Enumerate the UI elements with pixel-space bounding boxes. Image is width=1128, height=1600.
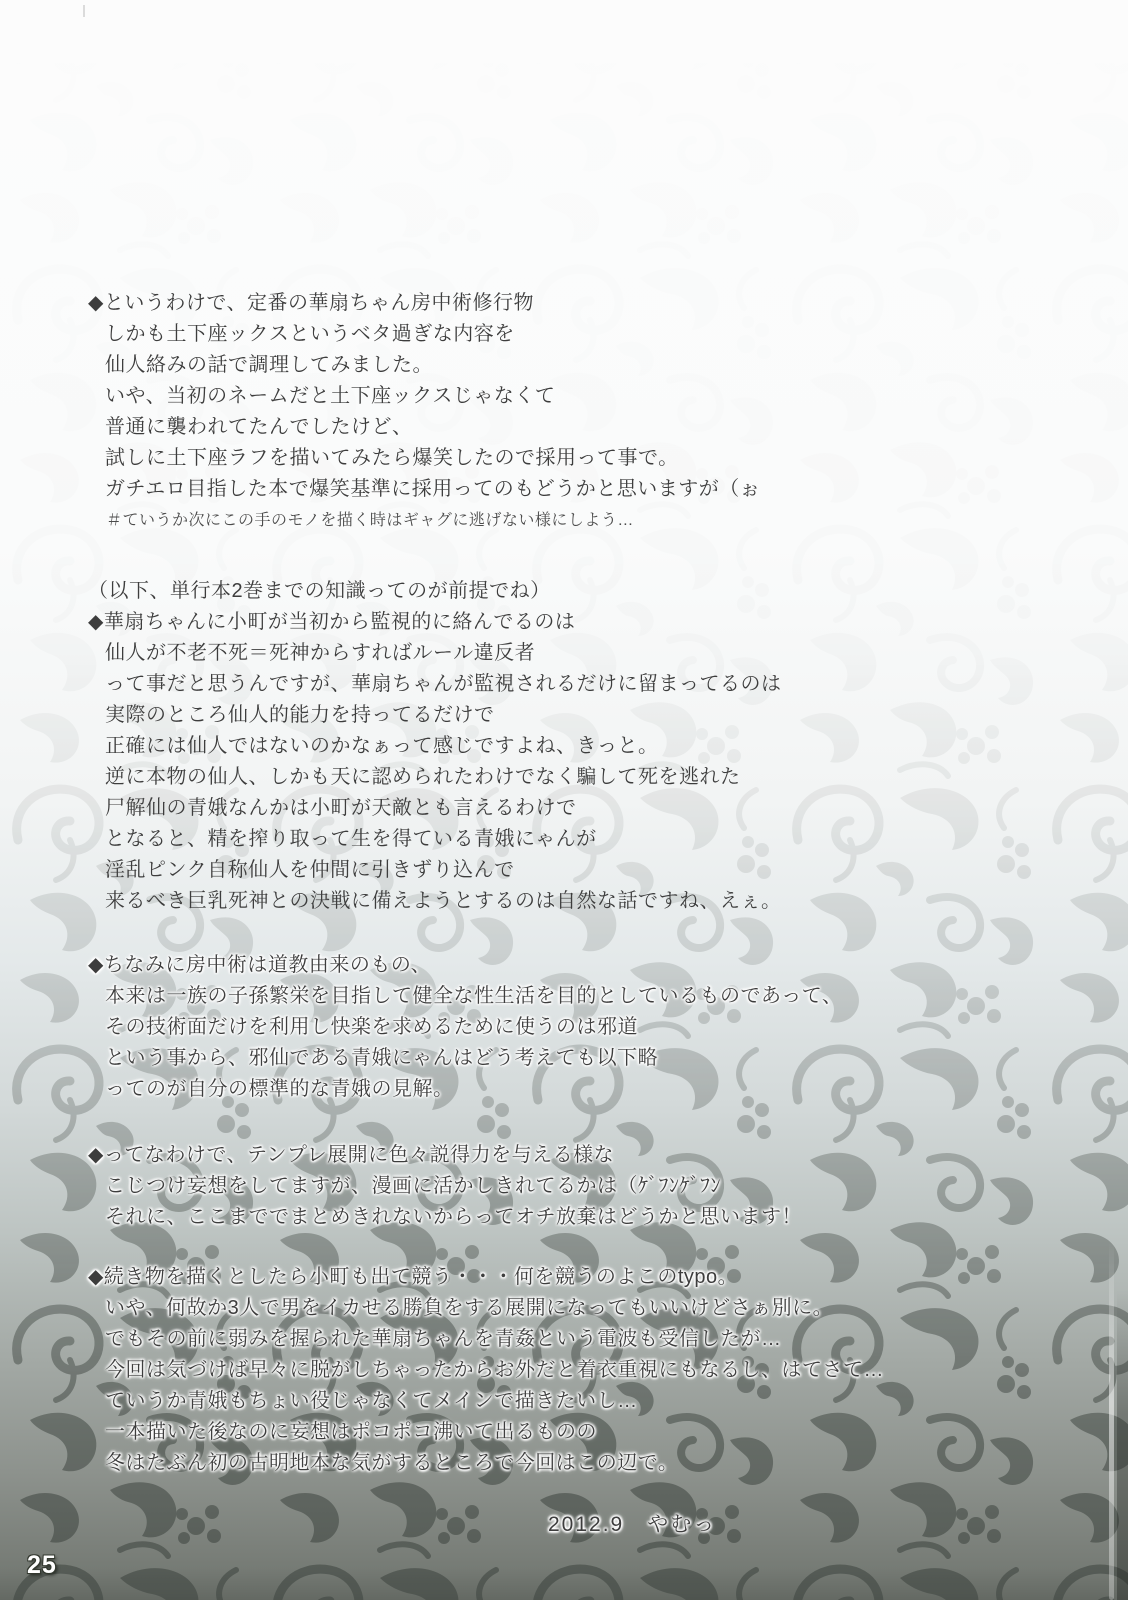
signature-date: 2012.9 やむっ: [548, 1513, 717, 1536]
text-line: ◆ちなみに房中術は道教由来のもの、: [88, 954, 432, 976]
text-line: 仙人が不老不死＝死神からすればルール違反者: [105, 642, 536, 664]
text-line: いや、何故か3人で男をイカせる勝負をする展開になってもいいけどさぁ別に。: [105, 1297, 834, 1319]
text-line: ガチエロ目指した本で爆笑基準に採用ってのもどうかと思いますが（ぉ: [105, 478, 761, 500]
text-line: ◆というわけで、定番の華扇ちゃん房中術修行物: [88, 292, 534, 314]
text-line: いや、当初のネームだと土下座ックスじゃなくて: [105, 385, 556, 407]
text-line: 実際のところ仙人的能力を持ってるだけで: [105, 704, 495, 726]
scan-artifact: [83, 5, 85, 17]
text-line: 来るべき巨乳死神との決戦に備えようとするのは自然な話ですね、えぇ。: [105, 890, 782, 912]
text-line: その技術面だけを利用し快楽を求めるために使うのは邪道: [105, 1016, 638, 1038]
text-line: 本来は一族の子孫繁栄を目指して健全な性生活を目的としているものであって、: [105, 985, 843, 1007]
scan-edge-shadow: [1117, 1290, 1128, 1600]
afterword-paragraph-3: [88, 950, 842, 1105]
afterword-paragraph-2: [88, 576, 782, 917]
text-line: 試しに土下座ラフを描いてみたら爆笑したので採用って事で。: [105, 447, 679, 469]
text-line: となると、精を搾り取って生を得ている青娥にゃんが: [105, 828, 597, 850]
text-line: ってのが自分の標準的な青娥の見解。: [105, 1078, 454, 1100]
page-number: 25: [27, 1551, 57, 1579]
afterword-paragraph-4: [88, 1140, 802, 1233]
text-line: 仙人絡みの話で調理してみました。: [105, 354, 433, 376]
text-line: でもその前に弱みを握られた華扇ちゃんを青姦という電波も受信したが…: [105, 1328, 782, 1350]
scan-edge-highlight: [1109, 1240, 1114, 1600]
text-line: こじつけ妄想をしてますが、漫画に活かしきれてるかは（ｹﾞﾌﾝｹﾞﾌﾝ: [105, 1175, 721, 1197]
text-line: 淫乱ピンク自称仙人を仲間に引きずり込んで: [105, 859, 515, 881]
text-line: 逆に本物の仙人、しかも天に認められたわけでなく騙して死を逃れた: [105, 766, 741, 788]
text-line: （以下、単行本2巻までの知識ってのが前提でね）: [88, 580, 551, 602]
text-line: って事だと思うんですが、華扇ちゃんが監視されるだけに留まってるのは: [105, 673, 782, 695]
text-line: ◆華扇ちゃんに小町が当初から監視的に絡んでるのは: [88, 611, 576, 633]
text-line: 冬はたぶん初の古明地本な気がするところで今回はこの辺で。: [105, 1452, 679, 1474]
text-line: ◆ってなわけで、テンプレ展開に色々説得力を与える様な: [88, 1144, 615, 1166]
afterword-paragraph-1: [88, 288, 760, 536]
text-line-footnote: ＃ていうか次にこの手のモノを描く時はギャグに逃げない様にしよう…: [106, 512, 634, 529]
text-line: 正確には仙人ではないのかなぁって感じですよね、きっと。: [105, 735, 659, 757]
text-line: ていうか青娥もちょい役じゃなくてメインで描きたいし…: [105, 1390, 638, 1412]
text-line: しかも土下座ックスというベタ過ぎな内容を: [105, 323, 515, 345]
afterword-paragraph-5: [88, 1262, 884, 1479]
text-line: 一本描いた後なのに妄想はポコポコ沸いて出るものの: [105, 1421, 597, 1443]
text-line: 普通に襲われてたんでしたけど、: [105, 416, 413, 438]
text-line: それに、ここまででまとめきれないからってオチ放棄はどうかと思います！: [105, 1206, 802, 1228]
text-line: 今回は気づけば早々に脱がしちゃったからお外だと着衣重視にもなるし、はてさて…: [105, 1359, 884, 1381]
text-line: という事から、邪仙である青娥にゃんはどう考えても以下略: [105, 1047, 659, 1069]
text-line: ◆続き物を描くとしたら小町も出て競う・・・何を競うのよこのtypo。: [88, 1266, 739, 1288]
text-line: 尸解仙の青娥なんかは小町が天敵とも言えるわけで: [105, 797, 577, 819]
